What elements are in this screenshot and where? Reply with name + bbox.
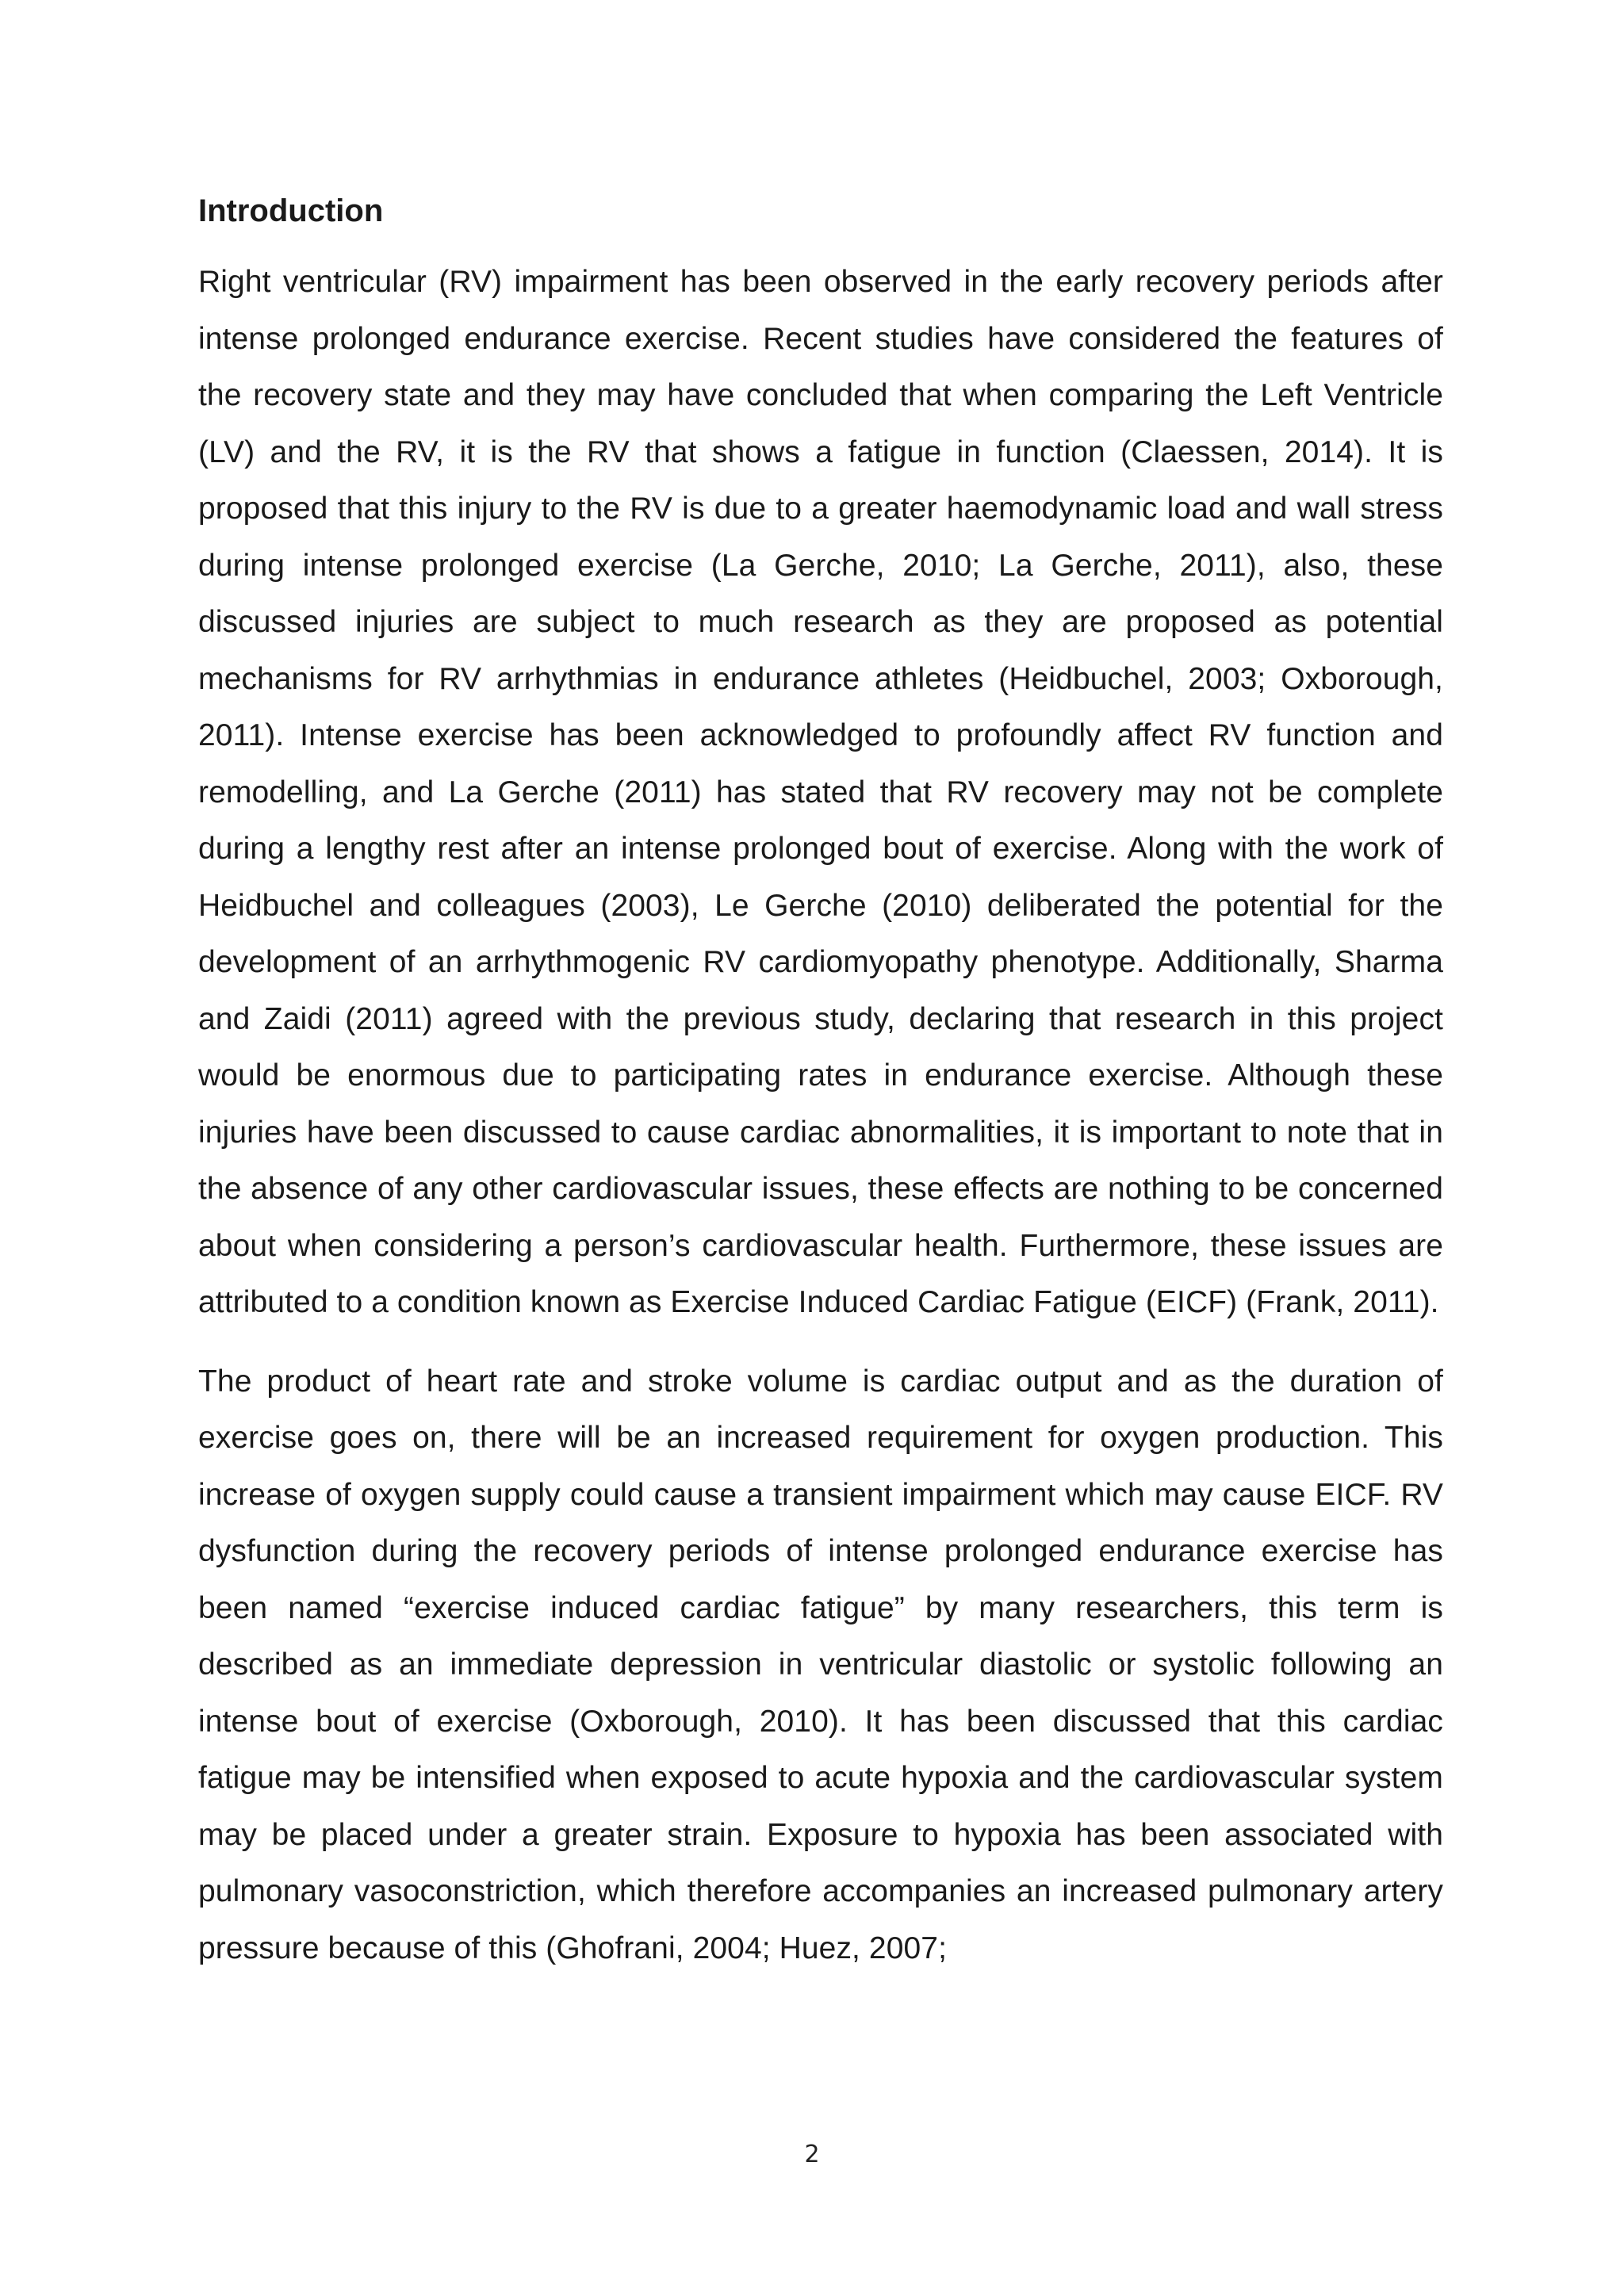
page-number: 2 bbox=[804, 2141, 820, 2168]
paragraph-1: Right ventricular (RV) impairment has been observed in the early recovery periods after intense prolonged endurance exercise. Recent studies have considered the features of the recovery state and they may have concluded that when comparing the Left Ventricle (LV) and the RV, it is the RV that shows a fatigue in function (Claessen, 2014). It is proposed that this injury to the RV is due to a greater haemodynamic load and wall stress during intense prolonged exercise (La Gerche, 2010; La Gerche, 2011), also, these discussed injuries are subject to much research as they are proposed as potential mechanisms for RV arrhythmias in endurance athletes (Heidbuchel, 2003; Oxborough, 2011). Intense exercise has been acknowledged to profoundly affect RV function and remodelling, and La Gerche (2011) has stated that RV recovery may not be complete during a lengthy rest after an intense prolonged bout of exercise. Along with the work of Heidbuchel and colleagues (2003), Le Gerche (2010) deliberated the potential for the development of an arrhythmogenic RV cardiomyopathy phenotype. Additionally, Sharma and Zaidi (2011) agreed with the previous study, declaring that research in this project would be enormous due to participating rates in endurance exercise. Although these injuries have been discussed to cause cardiac abnormalities, it is important to note that in the absence of any other cardiovascular issues, these effects are nothing to be concerned about when considering a person’s cardiovascular health. Furthermore, these issues are attributed to a condition known as Exercise Induced Cardiac Fatigue (EICF) (Frank, 2011). bbox=[198, 265, 1443, 1319]
section-heading: Introduction bbox=[198, 193, 384, 228]
page-content bbox=[198, 190, 1443, 1999]
paragraph-2: The product of heart rate and stroke volume is cardiac output and as the duration of exercise goes on, there will be an increased requirement for oxygen production. This increase of oxygen supply could cause a transient impairment which may cause EICF. RV dysfunction during the recovery periods of intense prolonged endurance exercise has been named “exercise induced cardiac fatigue” by many researchers, this term is described as an immediate depression in ventricular diastolic or systolic following an intense bout of exercise (Oxborough, 2010). It has been discussed that this cardiac fatigue may be intensified when exposed to acute hypoxia and the cardiovascular system may be placed under a greater strain. Exposure to hypoxia has been associated with pulmonary vasoconstriction, which therefore accompanies an increased pulmonary artery pressure because of this (Ghofrani, 2004; Huez, 2007; bbox=[198, 1364, 1443, 1965]
